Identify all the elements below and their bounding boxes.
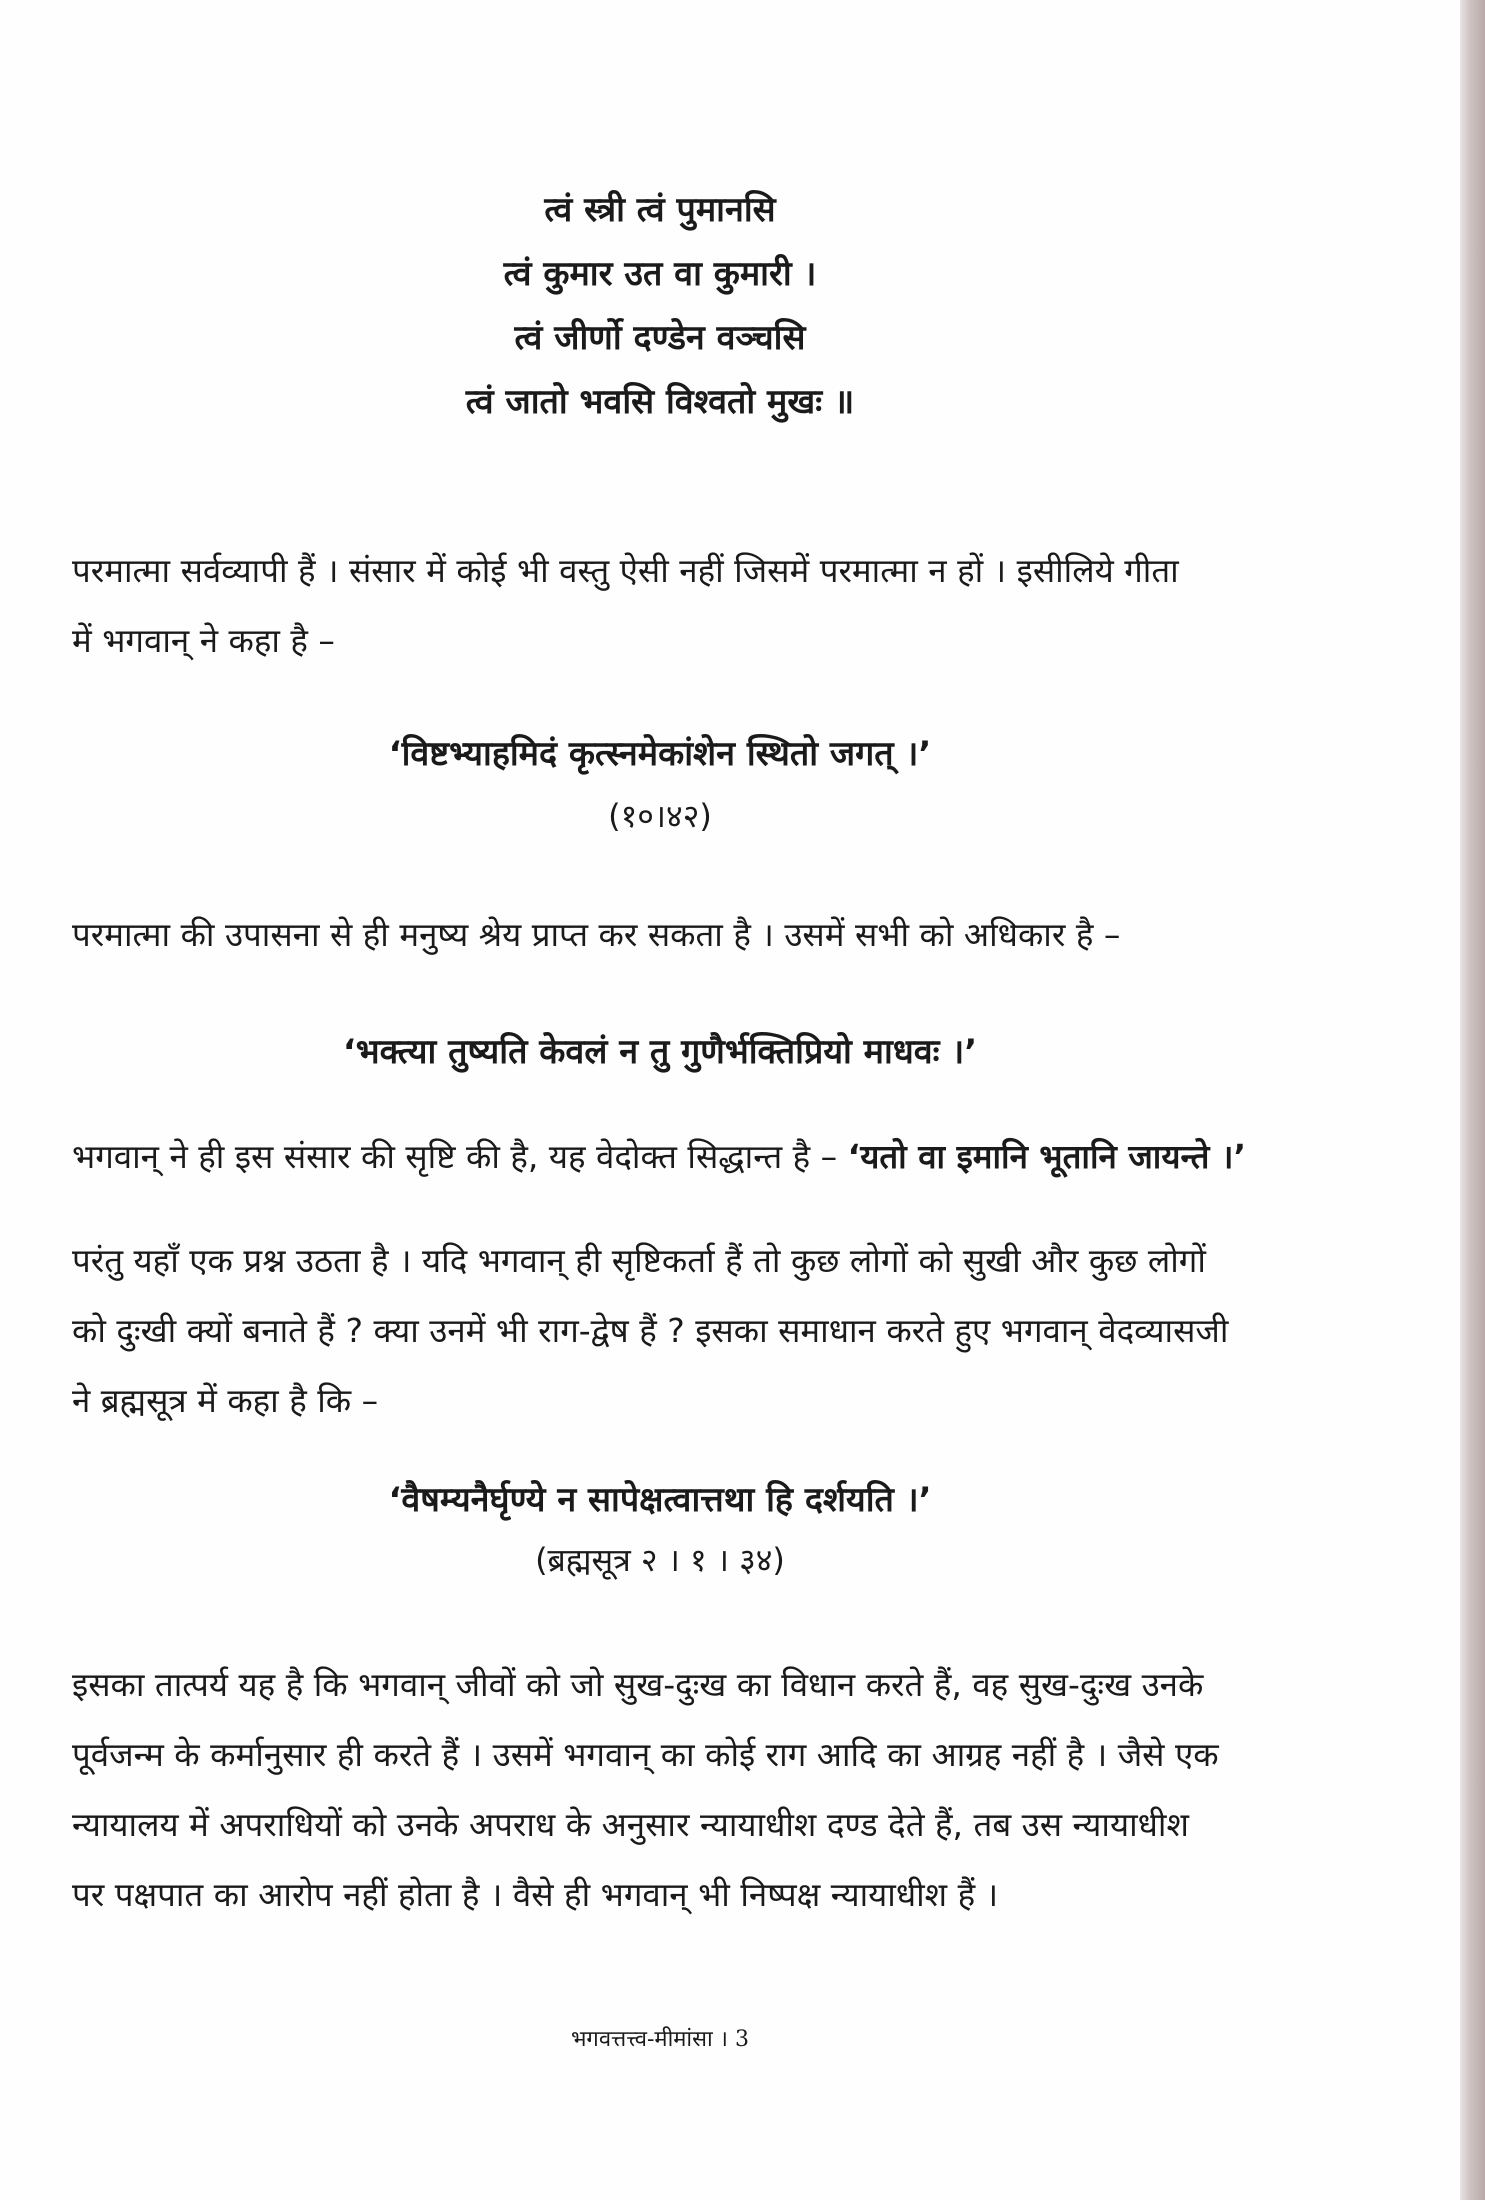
- paragraph-line: परमात्मा सर्वव्यापी हैं । संसार में कोई भी वस्तु ऐसी नहीं जिसमें परमात्मा न हों । इसीलिये गीता: [72, 551, 1179, 590]
- opening-verse: [0, 178, 1320, 434]
- verse-line: त्वं कुमार उत वा कुमारी ।: [503, 254, 817, 294]
- brahmasutra-quote: ‘वैषम्यनैर्घृण्ये न सापेक्षत्वात्तथा हि दर्शयति ।’: [388, 1480, 932, 1520]
- paragraph-line: परमात्मा की उपासना से ही मनुष्य श्रेय प्राप्त कर सकता है । उसमें सभी को अधिकार है –: [72, 915, 1121, 954]
- paragraph-line: में भगवान् ने कहा है –: [72, 621, 335, 660]
- paragraph-line: न्यायालय में अपराधियों को उनके अपराध के अनुसार न्यायाधीश दण्ड देते हैं, तब उस न्यायाधीश: [72, 1805, 1189, 1844]
- veda-quote: ‘यतो वा इमानि भूतानि जायन्ते ।’: [847, 1137, 1246, 1176]
- gita-quote: ‘विष्टभ्याहमिदं कृत्स्नमेकांशेन स्थितो जगत् ।’: [388, 734, 932, 774]
- paragraph-2: [72, 900, 1272, 970]
- paragraph-line: ने ब्रह्मसूत्र में कहा है कि –: [72, 1381, 379, 1420]
- verse-line: त्वं जातो भवसि विश्वतो मुखः ॥: [465, 382, 855, 422]
- verse-line: त्वं जीर्णो दण्डेन वञ्चसि: [514, 318, 806, 358]
- paragraph-4: [72, 1226, 1272, 1436]
- gita-reference: (१०।४२): [608, 797, 712, 835]
- paragraph-text: भगवान् ने ही इस संसार की सृष्टि की है, यह वेदोक्त सिद्धान्त है –: [72, 1137, 848, 1176]
- paragraph-line: को दुःखी क्यों बनाते हैं ? क्या उनमें भी राग-द्वेष हैं ? इसका समाधान करते हुए भगवान् वेदव्यासजी: [72, 1311, 1229, 1350]
- paragraph-3: [72, 1122, 1272, 1192]
- bhakti-quote: ‘भक्त्या तुष्यति केवलं न तु गुणैर्भक्तिप्रियो माधवः ।’: [342, 1032, 978, 1072]
- verse-line: त्वं स्त्री त्वं पुमानसि: [544, 190, 776, 230]
- paragraph-5: [72, 1650, 1272, 1930]
- paragraph-line: पूर्वजन्म के कर्मानुसार ही करते हैं । उसमें भगवान् का कोई राग आदि का आग्रह नहीं है । जैसे एक: [72, 1735, 1219, 1774]
- paragraph-1: [72, 536, 1272, 676]
- page-edge-shadow: [1460, 0, 1485, 2200]
- paragraph-line: परंतु यहाँ एक प्रश्न उठता है । यदि भगवान् ही सृष्टिकर्ता हैं तो कुछ लोगों को सुखी और कुछ लोगों: [72, 1241, 1206, 1280]
- paragraph-line: इसका तात्पर्य यह है कि भगवान् जीवों को जो सुख-दुःख का विधान करते हैं, वह सुख-दुःख उनके: [72, 1665, 1204, 1704]
- brahmasutra-reference: (ब्रह्मसूत्र २ । १ । ३४): [535, 1541, 785, 1579]
- page-footer: भगवत्तत्त्व-मीमांसा । 3: [570, 2027, 750, 2052]
- paragraph-line: पर पक्षपात का आरोप नहीं होता है । वैसे ही भगवान् भी निष्पक्ष न्यायाधीश हैं ।: [72, 1875, 999, 1914]
